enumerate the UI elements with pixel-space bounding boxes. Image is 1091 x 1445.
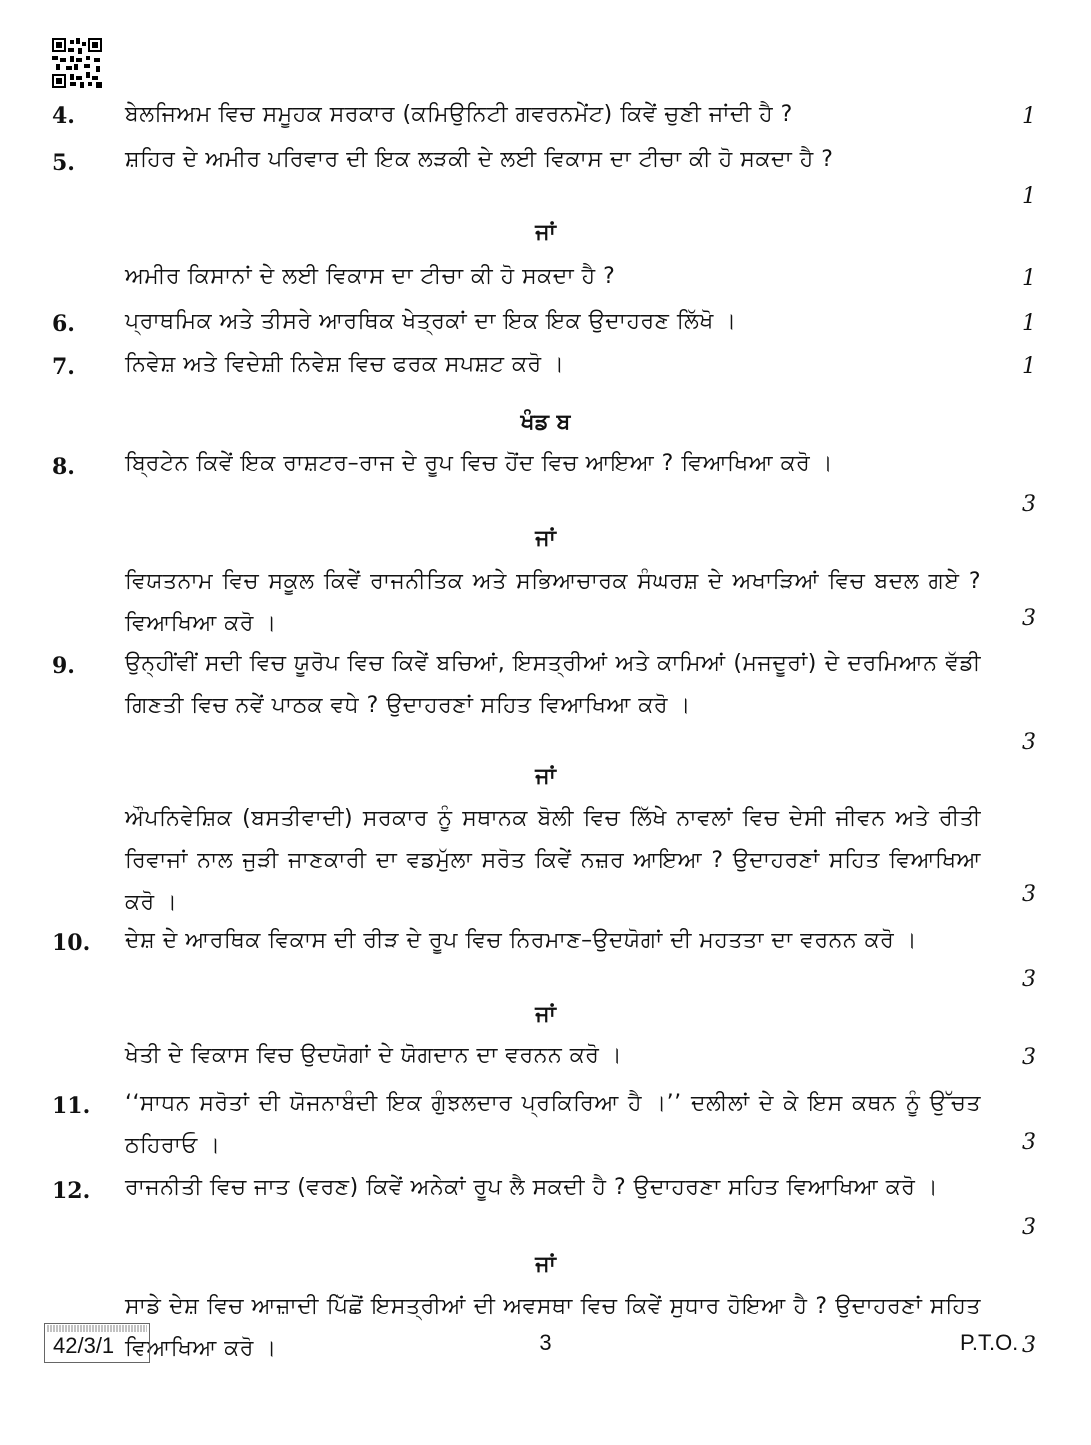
question-marks: 3 [1022, 967, 1036, 992]
alternative-question-marks: 1 [1022, 266, 1036, 291]
question-marks: 1 [1022, 104, 1036, 129]
question-marks: 3 [1022, 492, 1036, 517]
question-marks: 3 [1022, 1130, 1036, 1155]
question-text: ਸ਼ਹਿਰ ਦੇ ਅਮੀਰ ਪਰਿਵਾਰ ਦੀ ਇਕ ਲੜਕੀ ਦੇ ਲਈ ਵਿਕਾਸ ਦਾ ਟੀਚਾ ਕੀ ਹੋ ਸਕਦਾ ਹੈ ? [125, 147, 834, 172]
question-text: ਬੇਲਜਿਅਮ ਵਿਚ ਸਮੂਹਕ ਸਰਕਾਰ (ਕਮਿਉਨਿਟੀ ਗਵਰਨਮੇਂਟ) ਕਿਵੇਂ ਚੁਣੀ ਜਾਂਦੀ ਹੈ ? [125, 102, 793, 127]
alternative-question-text: ਅਮੀਰ ਕਿਸਾਨਾਂ ਦੇ ਲਈ ਵਿਕਾਸ ਦਾ ਟੀਚਾ ਕੀ ਹੋ ਸਕਦਾ ਹੈ ? [125, 264, 616, 289]
or-divider: ਜਾਂ [535, 526, 556, 551]
question-marks: 1 [1022, 354, 1036, 379]
question-marks: 3 [1022, 730, 1036, 755]
section-heading: ਖੰਡ ਬ [520, 410, 571, 435]
question-number: 12. [52, 1178, 91, 1204]
page-number: 3 [539, 1330, 552, 1355]
question-text: ਪ੍ਰਾਥਮਿਕ ਅਤੇ ਤੀਸਰੇ ਆਰਥਿਕ ਖੇਤ੍ਰਕਾਂ ਦਾ ਇਕ ਇਕ ਉਦਾਹਰਣ ਲਿੱਖੋ । [125, 309, 737, 334]
question-number: 10. [52, 930, 91, 956]
question-number: 11. [52, 1093, 91, 1119]
alternative-question-marks: 3 [1022, 1045, 1036, 1070]
question-marks: 1 [1022, 184, 1036, 209]
qr-code [52, 38, 102, 88]
alternative-question-marks: 3 [1022, 1333, 1036, 1358]
question-number: 9. [52, 653, 75, 679]
question-number: 5. [52, 150, 75, 176]
question-text: ਬ੍ਰਿਟੇਨ ਕਿਵੇਂ ਇਕ ਰਾਸ਼ਟਰ–ਰਾਜ ਦੇ ਰੂਪ ਵਿਚ ਹੋਂਦ ਵਿਚ ਆਇਆ ? ਵਿਆਖਿਆ ਕਰੋ । [125, 451, 834, 476]
question-text: ਉਨ੍ਹੀਂਵੀਂ ਸਦੀ ਵਿਚ ਯੂਰੋਪ ਵਿਚ ਕਿਵੇਂ ਬਚਿਆਂ, ਇਸਤ੍ਰੀਆਂ ਅਤੇ ਕਾਮਿਆਂ (ਮਜਦੂਰਾਂ) ਦੇ ਦਰਮਿਆਨ ਵੱਡੀ ਗਿਣਤੀ ਵਿਚ ਨਵੇਂ ਪਾਠਕ ਵਧੇ ? ਉਦਾਹਰਣਾਂ ਸਹਿਤ ਵਿਆਖਿਆ ਕਰੋ । [125, 651, 981, 718]
alternative-question-marks: 3 [1022, 882, 1036, 907]
question-text: ਰਾਜਨੀਤੀ ਵਿਚ ਜਾਤ (ਵਰਣ) ਕਿਵੇਂ ਅਨੇਕਾਂ ਰੂਪ ਲੈ ਸਕਦੀ ਹੈ ? ਉਦਾਹਰਣਾ ਸਹਿਤ ਵਿਆਖਿਆ ਕਰੋ । [125, 1175, 939, 1200]
paper-code: 42/3/1 [53, 1333, 115, 1358]
question-marks: 1 [1022, 311, 1036, 336]
alternative-question-text: ਖੇਤੀ ਦੇ ਵਿਕਾਸ ਵਿਚ ਉਦਯੋਗਾਂ ਦੇ ਯੋਗਦਾਨ ਦਾ ਵਰਨਨ ਕਰੋ । [125, 1043, 623, 1068]
question-text: ਨਿਵੇਸ਼ ਅਤੇ ਵਿਦੇਸ਼ੀ ਨਿਵੇਸ਼ ਵਿਚ ਫਰਕ ਸਪਸ਼ਟ ਕਰੋ । [125, 352, 565, 377]
question-text: ‘‘ਸਾਧਨ ਸਰੋਤਾਂ ਦੀ ਯੋਜਨਾਬੰਦੀ ਇਕ ਗੁੰਝਲਦਾਰ ਪ੍ਰਕਿਰਿਆ ਹੈ ।’’ ਦਲੀਲਾਂ ਦੇ ਕੇ ਇਸ ਕਥਨ ਨੂੰ ਉੱਚਤ ਠਹਿਰਾਓ । [125, 1091, 981, 1158]
question-text: ਦੇਸ਼ ਦੇ ਆਰਥਿਕ ਵਿਕਾਸ ਦੀ ਰੀੜ ਦੇ ਰੂਪ ਵਿਚ ਨਿਰਮਾਣ–ਉਦਯੋਗਾਂ ਦੀ ਮਹਤਤਾ ਦਾ ਵਰਨਨ ਕਰੋ । [125, 928, 918, 953]
alternative-question-text: ਵਿਯਤਨਾਮ ਵਿਚ ਸਕੂਲ ਕਿਵੇਂ ਰਾਜਨੀਤਿਕ ਅਤੇ ਸਭਿਆਚਾਰਕ ਸੰਘਰਸ਼ ਦੇ ਅਖਾੜਿਆਂ ਵਿਚ ਬਦਲ ਗਏ ? ਵਿਆਖਿਆ ਕਰੋ । [125, 569, 981, 636]
or-divider: ਜਾਂ [535, 764, 556, 789]
alternative-question-marks: 3 [1022, 606, 1036, 631]
question-number: 6. [52, 311, 75, 337]
question-number: 4. [52, 103, 75, 129]
question-number: 8. [52, 454, 75, 480]
or-divider: ਜਾਂ [535, 1252, 556, 1277]
alternative-question-text: ਸਾਡੇ ਦੇਸ਼ ਵਿਚ ਆਜ਼ਾਦੀ ਪਿੱਛੋਂ ਇਸਤ੍ਰੀਆਂ ਦੀ ਅਵਸਥਾ ਵਿਚ ਕਿਵੇਂ ਸੁਧਾਰ ਹੋਇਆ ਹੈ ? ਉਦਾਹਰਣਾਂ ਸਹਿਤ ਵਿਆਖਿਆ ਕਰੋ । [125, 1294, 981, 1361]
or-divider: ਜਾਂ [535, 1002, 556, 1027]
question-number: 7. [52, 354, 75, 380]
question-marks: 3 [1022, 1215, 1036, 1240]
alternative-question-text: ਔਪਨਿਵੇਸ਼ਿਕ (ਬਸਤੀਵਾਦੀ) ਸਰਕਾਰ ਨੂੰ ਸਥਾਨਕ ਬੋਲੀ ਵਿਚ ਲਿੱਖੇ ਨਾਵਲਾਂ ਵਿਚ ਦੇਸੀ ਜੀਵਨ ਅਤੇ ਰੀਤੀ ਰਿਵਾਜਾਂ ਨਾਲ ਜੁੜੀ ਜਾਣਕਾਰੀ ਦਾ ਵਡਮੁੱਲਾ ਸਰੋਤ ਕਿਵੇਂ ਨਜ਼ਰ ਆਇਆ ? ਉਦਾਹਰਣਾਂ ਸਹਿਤ ਵਿਆਖਿਆ ਕਰੋ । [125, 806, 981, 915]
or-divider: ਜਾਂ [535, 220, 556, 245]
pto-label: P.T.O. [960, 1330, 1019, 1355]
